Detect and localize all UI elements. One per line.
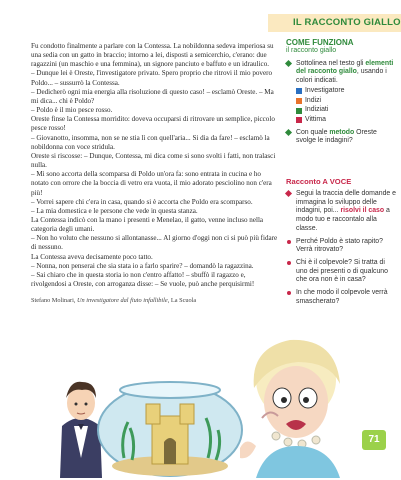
voce-box (286, 190, 396, 310)
question-text: Perché Poldo è stato rapito? Verrà ritrovato? (296, 237, 383, 254)
instruction-text: Con quale (296, 128, 330, 136)
color-swatch-icon (296, 117, 302, 123)
how-it-works-box (286, 38, 396, 150)
instruction-item (286, 60, 396, 125)
story-paragraph: – Non ho voluto che nessuno si allontanasse... Al giorno d'oggi non ci si può più fidare di nessuno. (31, 234, 278, 252)
color-swatch-icon (296, 88, 302, 94)
instruction-highlight: elementi del racconto giallo (296, 59, 394, 76)
story-paragraph: – Sai chiaro che in questa storia io non c'entro affatto! – sbuffò il ragazzo e, rivolgendosi a Oreste, con arroganza disse: – Se vuole, può anche perquisirmi! (31, 270, 255, 289)
story-paragraph: Fu condotto finalmente a parlare con la Contessa. La nobildonna sedeva imperiosa su una sedia con un gatto in braccio; intorno a lei, disposti a semicerchio, c'erano: due ragazzini (un maschio e una femmina), un signore panciuto e baffuto e un idraulico. (31, 42, 274, 69)
legend-label: Indizi (305, 96, 322, 104)
dot-bullet-icon (287, 291, 291, 295)
story-paragraph: – Mi sono accorta della scomparsa di Poldo un'ora fa: sono entrata in cucina e ho notato con orrore che la boccia di vetro era vuota, il mio adorato pesciolino non c'era più! (31, 170, 272, 197)
story-paragraph: – Nonna, non penserai che sia stata io a farlo sparire? – domandò la ragazzina. (31, 261, 254, 270)
source-credit (31, 297, 196, 304)
story-paragraph: Oreste finse la Contessa morridito: doveva occuparsi di ritrovare un semplice, piccolo pesce rosso! (31, 115, 275, 133)
legend-item (296, 87, 396, 96)
story-paragraph: – La mia domestica e le persone che vede in questa stanza. (31, 206, 198, 215)
diamond-bullet-icon (285, 60, 292, 67)
voce-item (286, 190, 396, 234)
diamond-bullet-icon (285, 190, 292, 197)
story-paragraph: La Contessa indicò con la mano i presenti e Menelao, il gatto, venne incluso nella categoria degli umani. (31, 215, 264, 234)
section-title: COME FUNZIONA (286, 38, 354, 47)
legend-label: Investigatore (305, 86, 345, 94)
question-item (286, 238, 396, 255)
instruction-highlight: metodo (329, 128, 355, 136)
question-text: Chi è il colpevole? Si tratta di uno dei presenti o di qualcuno che ora non è in casa? (296, 258, 388, 284)
fishbowl (98, 382, 242, 476)
story-paragraph: – Giovanotto, insomma, non se ne stia lì con quell'aria... Si dia da fare! – esclamò la nobildonna con voce stridula. (31, 133, 270, 151)
question-item (286, 289, 396, 306)
question-item (286, 259, 396, 285)
story-paragraph: – Poldo è il mio pesce rosso. (31, 106, 113, 115)
story-paragraph: La Contessa aveva decisamente poco tatto. (31, 252, 153, 261)
legend-label: Vittima (305, 115, 326, 123)
story-paragraph: – Dunque lei è Oreste, l'investigatore privato. Spero proprio che ritrovi il mio povero Poldo... – sussurrò la Contessa. (31, 69, 273, 87)
voce-highlight: risolvi il caso (340, 207, 385, 215)
page-number: 71 (362, 430, 386, 450)
color-swatch-icon (296, 108, 302, 114)
credit-title: Un investigatore dal fiuto infallibile (77, 297, 168, 304)
legend-item (296, 97, 396, 106)
instruction-text: Sottolinea nel testo gli (296, 59, 366, 67)
diamond-bullet-icon (285, 129, 292, 136)
color-swatch-icon (296, 98, 302, 104)
instruction-item (286, 129, 396, 146)
story-text (31, 42, 279, 289)
legend-item (296, 116, 396, 125)
question-text: In che modo il colpevole verrà smascherato? (296, 289, 388, 305)
instruction-text: Oreste svolge le indagini? (296, 128, 377, 145)
dot-bullet-icon (287, 261, 291, 265)
credit-publisher: , La Scuola (167, 297, 197, 304)
story-illustration (40, 318, 370, 480)
header-title: IL RACCONTO GIALLO (293, 17, 401, 28)
section-subtitle: il racconto giallo (286, 47, 337, 54)
legend-label: Indiziati (305, 106, 329, 114)
countess-figure (240, 340, 340, 478)
credit-author: Stefano Molinari, (31, 297, 77, 304)
story-paragraph: – Dedicherò ogni mia energia alla risoluzione di questo caso! – esclamò Oreste. – Ma mi dica... chi è Poldo? (31, 87, 274, 105)
story-paragraph: – Vorrei sapere chi c'era in casa, quando si è accorta che Poldo era scomparso. (31, 197, 253, 206)
dot-bullet-icon (287, 240, 291, 244)
voce-text: a modo tuo e raccontalo alla classe. (296, 207, 390, 232)
story-paragraph: Oreste si riscosse: – Dunque, Contessa, mi dica come si sono svolti i fatti, non tralasci nulla. (31, 151, 276, 170)
voce-title: Racconto A VOCE (286, 177, 352, 186)
instruction-text: , usando i colori indicati. (296, 68, 387, 85)
voce-text: Segui la traccia delle domande e immagina lo sviluppo delle indagini, poi... (296, 190, 396, 215)
legend-item (296, 106, 396, 115)
